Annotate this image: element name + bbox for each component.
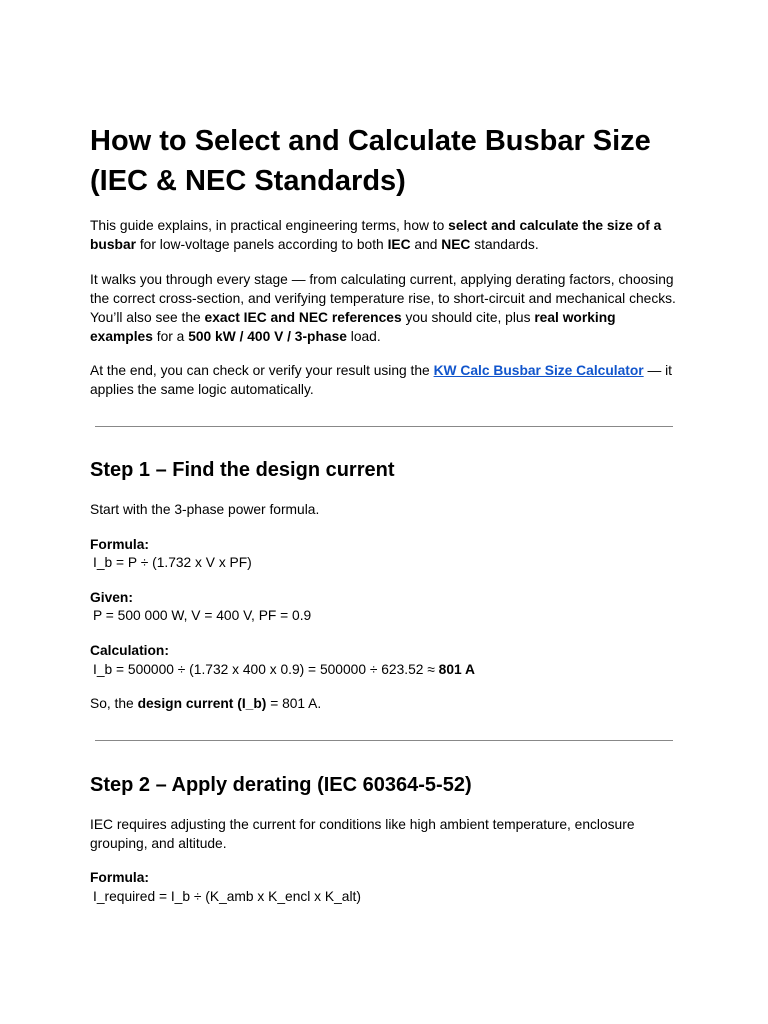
text: you should cite, plus (401, 310, 535, 325)
text: for a (152, 329, 189, 344)
intro-paragraph-2 (90, 270, 682, 346)
step1-calc-label (90, 641, 682, 660)
divider (95, 740, 673, 741)
label: Given: (90, 590, 133, 605)
label: Calculation: (90, 643, 169, 658)
step1-conclusion (90, 694, 682, 713)
label: Formula: (90, 537, 150, 552)
bold-text: IEC (387, 237, 411, 252)
text: This guide explains, in practical engineering terms, how to (90, 218, 449, 233)
step1-calc (90, 660, 685, 679)
bold-text: exact IEC and NEC references (204, 310, 402, 325)
calc-result: 801 A (438, 662, 475, 677)
divider (95, 426, 673, 427)
step1-lead: Start with the 3-phase power formula. (90, 502, 320, 517)
step1-formula: I_b = P ÷ (1.732 x V x PF) (93, 555, 252, 570)
bold-text: select and calculate the size of a busbar (90, 218, 662, 252)
intro-paragraph-3 (90, 361, 682, 399)
text: = 801 A. (266, 696, 322, 711)
step1-given-label (90, 588, 682, 607)
text: standards. (470, 237, 539, 252)
intro-paragraph-1 (90, 216, 682, 254)
bold-text: real working examples (90, 310, 616, 344)
text: — it applies the same logic automatically. (90, 363, 673, 397)
text: for low-voltage panels according to both (136, 237, 388, 252)
step2-lead: IEC requires adjusting the current for conditions like high ambient temperature, enclosure grouping, and altitude. (90, 817, 635, 851)
step2-formula-label (90, 868, 682, 887)
page-title: How to Select and Calculate Busbar Size (IEC & NEC Standards) (90, 125, 651, 197)
step1-formula-label (90, 535, 682, 554)
text: I_b = 500000 ÷ (1.732 x 400 x 0.9) = 500000 ÷ 623.52 ≈ (93, 662, 439, 677)
text: and (410, 237, 442, 252)
step2-formula: I_required = I_b ÷ (K_amb x K_encl x K_alt) (93, 889, 361, 904)
step1-given: P = 500 000 W, V = 400 V, PF = 0.9 (93, 608, 312, 623)
text: At the end, you can check or verify your result using the (90, 363, 434, 378)
text: load. (346, 329, 381, 344)
bold-text: NEC (441, 237, 471, 252)
label: Formula: (90, 870, 150, 885)
step2-heading: Step 2 – Apply derating (IEC 60364-5-52) (90, 774, 472, 796)
text: It walks you through every stage — from calculating current, applying derating factors, choosing the correct cross-section, and verifying temperature rise, to short-circuit and mechanical checks. You’ll also see the (90, 272, 676, 325)
step1-heading: Step 1 – Find the design current (90, 459, 395, 481)
busbar-calculator-link[interactable]: KW Calc Busbar Size Calculator (433, 363, 644, 378)
bold-text: 500 kW / 400 V / 3-phase (188, 329, 347, 344)
text: So, the (90, 696, 138, 711)
bold-text: design current (I_b) (137, 696, 267, 711)
